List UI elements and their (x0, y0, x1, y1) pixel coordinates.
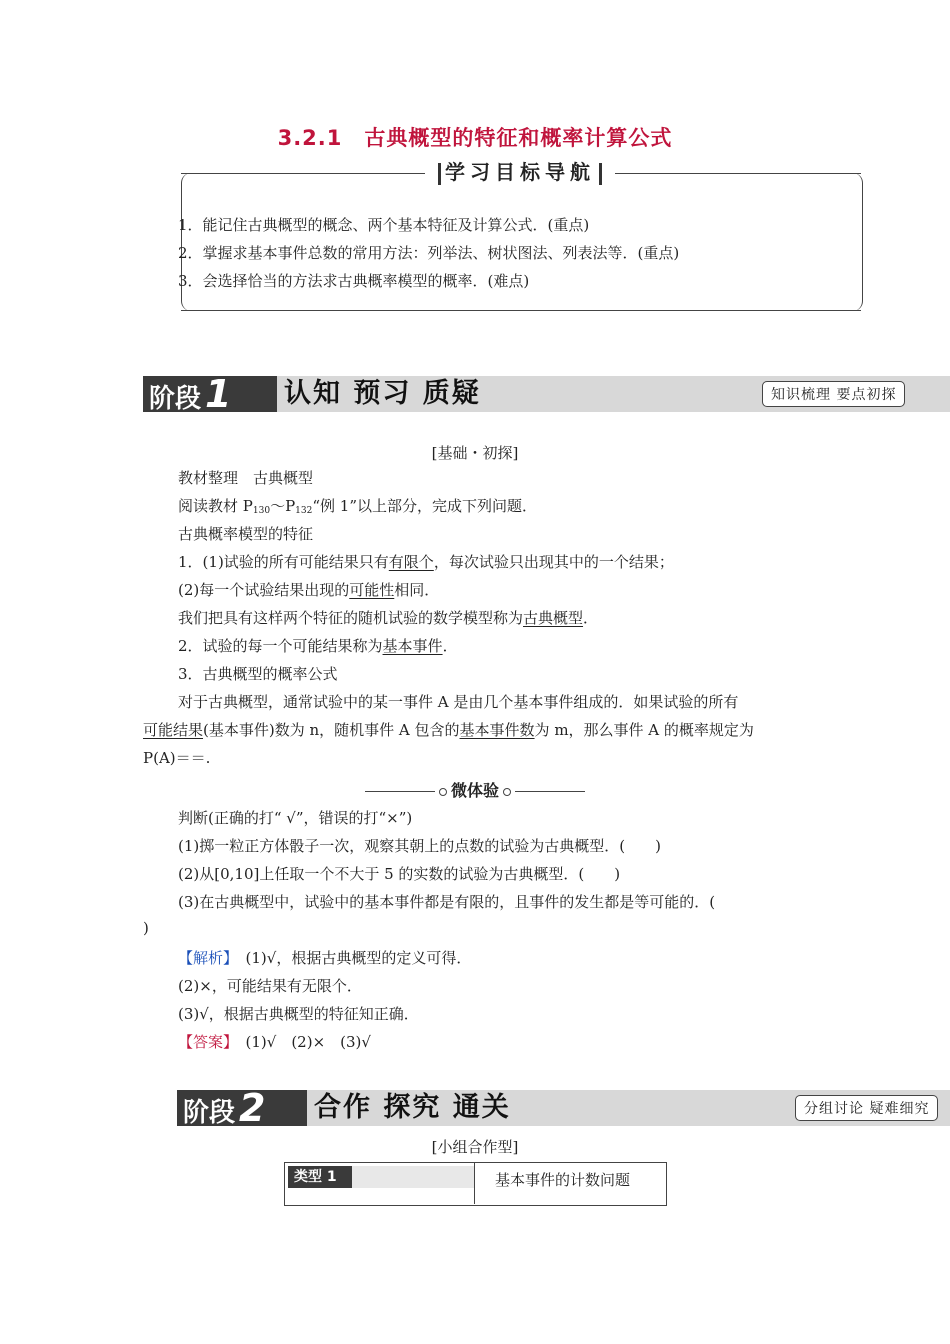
formula-line-1: 对于古典概型，通常试验中的某一事件 A 是由几个基本事件组成的．如果试验的所有 (178, 693, 739, 711)
heading-bar-right (599, 163, 602, 185)
feature-line-2: (2)每一个试验结果出现的可能性相同． (178, 581, 440, 599)
read-line: 阅读教材 $P_{130}\sim P_{132}“$例 1”以上部分，完成下列问题． (178, 497, 537, 516)
micro-dot-right (503, 788, 511, 796)
feature-line-1: 1．(1)试验的所有可能结果只有有限个，每次试验只出现其中的一个结果； (178, 553, 674, 571)
judge-instruction: 判断(正确的打“ √”，错误的打“×”) (178, 809, 413, 827)
formula-head: 3．古典概型的概率公式 (178, 665, 338, 683)
stage2-label: 阶段 2 (177, 1090, 307, 1126)
micro-dot-left (439, 788, 447, 796)
type-badge: 类型 1 (288, 1166, 352, 1188)
micro-heading: 微体验 (0, 778, 950, 801)
question-3-end: ) (143, 919, 149, 937)
goals-bottom-rule (181, 310, 861, 311)
goal-item-1: 1．能记住古典概型的概念、两个基本特征及计算公式．(重点) (178, 216, 590, 234)
feature-line-3: 我们把具有这样两个特征的随机试验的数学模型称为古典概型． (178, 609, 599, 627)
stage1-label: 阶段 1 (143, 376, 277, 412)
heading-bar-left (438, 163, 441, 185)
page-title: 3.2.1 古典概型的特征和概率计算公式 (277, 126, 673, 150)
formula-line-2: 可能结果(基本事件)数为 n，随机事件 A 包含的基本事件数为 m，那么事件 A 的概率规定为 (143, 721, 754, 739)
stage1-title: 认知 预习 质疑 (284, 378, 481, 409)
type-title: 基本事件的计数问题 (495, 1171, 631, 1189)
formula-line-3: P(A)＝＝. (143, 749, 211, 767)
answer-line: 【答案】 (1)√ (2)× (3)√ (178, 1033, 371, 1051)
goal-item-3: 3．会选择恰当的方法求古典概率模型的概率．(难点) (178, 272, 530, 290)
goal-item-2: 2．掌握求基本事件总数的常用方法：列举法、树状图法、列表法等．(重点) (178, 244, 680, 262)
section2-bracket: [小组合作型] (431, 1138, 519, 1156)
material-head: 教材整理 古典概型 (178, 469, 314, 487)
feature-head: 古典概率模型的特征 (178, 525, 314, 543)
question-2: (2)从[0,10]上任取一个不大于 5 的实数的试验为古典概型．( ) (178, 865, 621, 883)
stage1-tag: 知识梳理 要点初探 (762, 381, 905, 407)
micro-rule-left (365, 791, 435, 792)
analysis-line-1: 【解析】 (1)√，根据古典概型的定义可得． (178, 949, 472, 967)
question-1: (1)掷一粒正方体骰子一次，观察其朝上的点数的试验为古典概型．( ) (178, 837, 661, 855)
analysis-line-2: (2)×，可能结果有无限个． (178, 977, 362, 995)
goals-heading: 学习目标导航 (425, 156, 615, 186)
micro-rule-right (515, 791, 585, 792)
question-3: (3)在古典概型中，试验中的基本事件都是有限的，且事件的发生都是等可能的．( (178, 893, 716, 911)
stage2-tag: 分组讨论 疑难细究 (795, 1095, 938, 1121)
section1-bracket: [基础・初探] (431, 444, 519, 462)
feature-line-4: 2．试验的每一个可能结果称为基本事件． (178, 637, 458, 655)
stage2-title: 合作 探究 通关 (314, 1092, 511, 1123)
analysis-line-3: (3)√，根据古典概型的特征知正确． (178, 1005, 419, 1023)
